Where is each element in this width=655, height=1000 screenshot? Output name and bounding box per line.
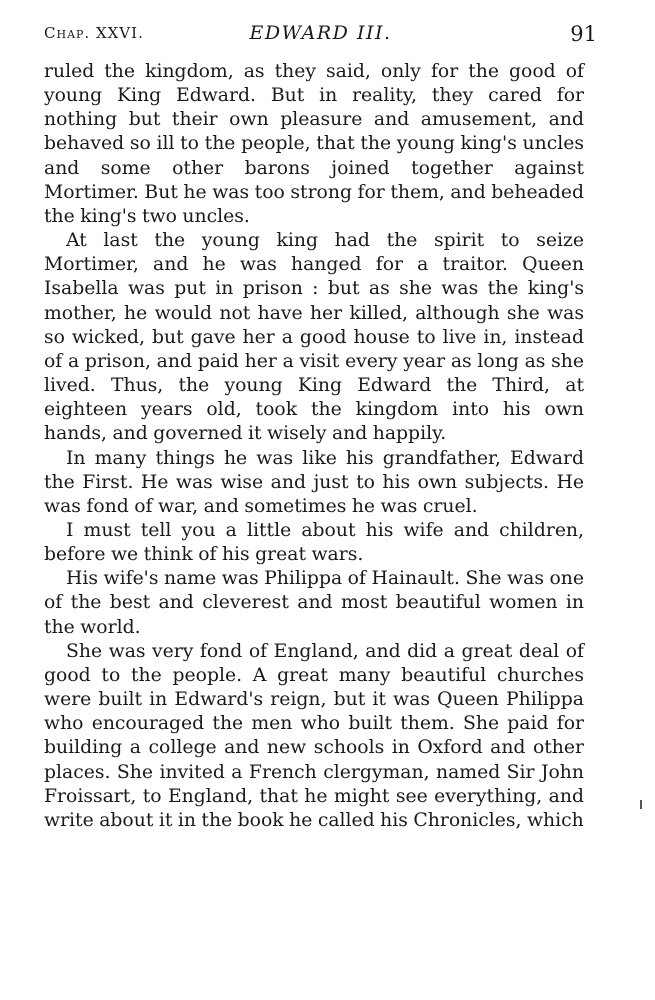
- page-number: 91: [570, 22, 597, 46]
- paragraph: In many things he was like his grandfather, Edward the First. He was wise and just to his own subjects. He was fond of war, and sometimes he was cruel.: [44, 447, 584, 517]
- body-text: [44, 60, 584, 833]
- paragraph: At last the young king had the spirit to seize Mortimer, and he was hanged for a traitor. Queen Isabella was put in prison : but as she was the king's mother, he would not have her killed, although she was so wicked, but gave her a good house to live in, instead of a prison, and paid her a visit every year as long as she lived. Thus, the young King Edward the Third, at eighteen years old, took the kingdom into his own hands, and governed it wisely and happily.: [44, 230, 584, 445]
- paragraph: She was very fond of England, and did a great deal of good to the people. A great many beautiful churches were built in Edward's reign, but it was Queen Philippa who encouraged the men who built them. She paid for building a college and new schools in Oxford and other places. She invited a French clergyman, named Sir John Froissart, to England, that he might see everything, and write about it in the book he called his Chronicles, which: [44, 640, 584, 831]
- chapter-label: Chap. XXVI.: [44, 24, 144, 42]
- running-header: [44, 22, 597, 52]
- paragraph: ruled the kingdom, as they said, only for the good of young King Edward. But in reality, they cared for nothing but their own pleasure and amusement, and behaved so ill to the people, that the young king's uncles and some other barons joined together against Mortimer. But he was too strong for them, and beheaded the king's two uncles.: [44, 61, 584, 227]
- paragraph: I must tell you a little about his wife and children, before we think of his great wars.: [44, 519, 584, 566]
- margin-speck: [640, 800, 642, 809]
- running-title: EDWARD III.: [249, 22, 392, 44]
- paragraph: His wife's name was Philippa of Hainault. She was one of the best and cleverest and most beautiful women in the world.: [44, 568, 584, 638]
